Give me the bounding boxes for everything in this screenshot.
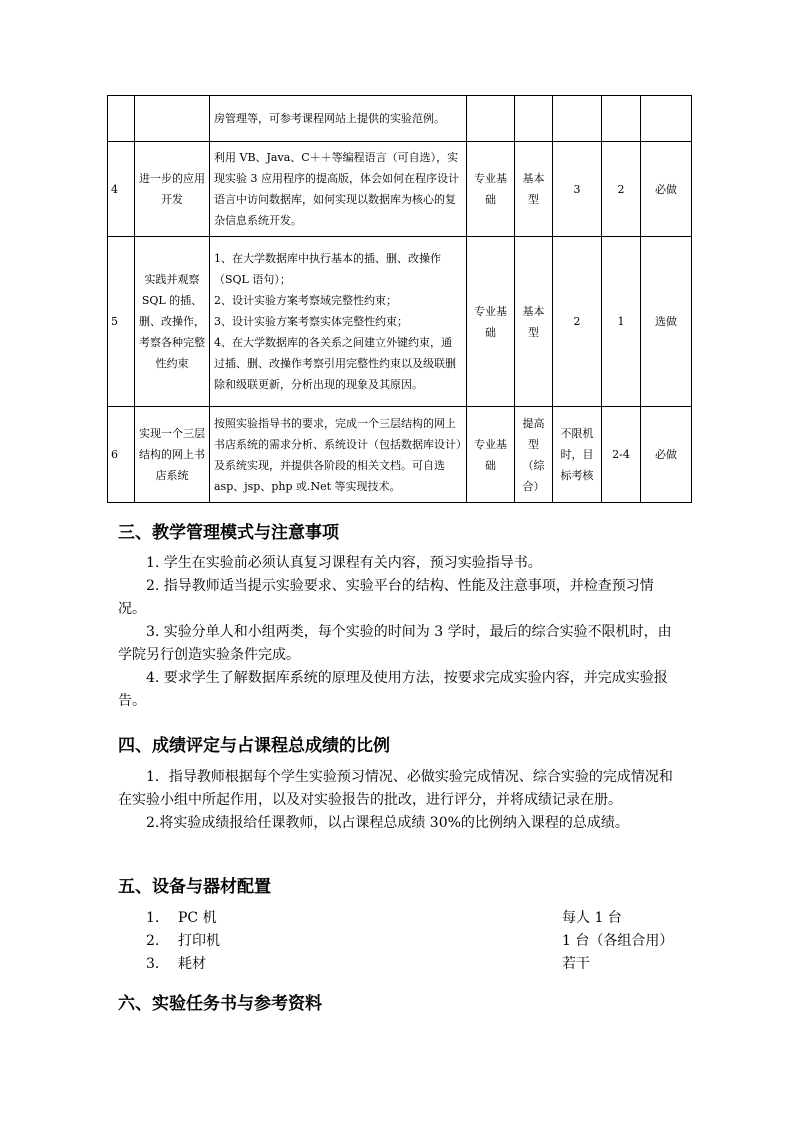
category-cell: 专业基础 bbox=[467, 142, 515, 237]
group-cell: 2 bbox=[602, 142, 641, 237]
list-item: 4. 要求学生了解数据库系统的原理及使用方法，按要求完成实验内容，并完成实验报告。 bbox=[118, 670, 668, 709]
section-heading-5: 五、设备与器材配置 bbox=[118, 877, 271, 897]
hours-cell: 2 bbox=[553, 237, 602, 407]
equipment-list bbox=[118, 907, 678, 976]
experiment-content: 利用 VB、Java、C＋＋等编程语言（可自选），实现实验 3 应用程序的提高版，体会如何在程序设计语言中访问数据库，如何实现以数据库为核心的复杂信息系统开发。 bbox=[210, 142, 467, 237]
content-line: 3、设计实验方案考察实体完整性约束； bbox=[214, 315, 408, 328]
list-item: 1．指导教师根据每个学生实验预习情况、必做实验完成情况、综合实验的完成情况和在实验小组中所起作用，以及对实验报告的批改，进行评分，并将成绩记录在册。 bbox=[118, 769, 673, 808]
category-cell bbox=[467, 96, 515, 142]
requirement-cell: 选做 bbox=[641, 237, 692, 407]
experiment-name: 进一步的应用开发 bbox=[135, 142, 210, 237]
content-line: 2、设计实验方案考察域完整性约束； bbox=[214, 294, 397, 307]
list-item: 2.将实验成绩报给任课教师，以占课程总成绩 30%的比例纳入课程的总成绩。 bbox=[146, 815, 629, 831]
row-number: 5 bbox=[108, 237, 135, 407]
section-4-body bbox=[118, 766, 678, 835]
hours-cell: 3 bbox=[553, 142, 602, 237]
table-row bbox=[108, 237, 692, 407]
requirement-cell: 必做 bbox=[641, 407, 692, 503]
category-cell: 专业基础 bbox=[467, 237, 515, 407]
type-cell bbox=[515, 96, 553, 142]
hours-cell bbox=[553, 96, 602, 142]
experiment-content: 按照实验指导书的要求，完成一个三层结构的网上书店系统的需求分析、系统设计（包括数据库设计）及系统实现，并提供各阶段的相关文档。可自选 asp、jsp、php 或.Net 等实现技术。 bbox=[210, 407, 467, 503]
group-cell: 1 bbox=[602, 237, 641, 407]
item-number: 1. bbox=[146, 910, 160, 926]
list-item bbox=[118, 930, 678, 953]
section-heading-3: 三、教学管理模式与注意事项 bbox=[118, 523, 339, 543]
type-cell: 基本型 bbox=[515, 142, 553, 237]
group-cell bbox=[602, 96, 641, 142]
experiment-content bbox=[210, 237, 467, 407]
item-quantity: 若干 bbox=[562, 956, 590, 972]
list-item: 2. 指导教师适当提示实验要求、实验平台的结构、性能及注意事项，并检查预习情况。 bbox=[118, 578, 654, 617]
section-heading-6: 六、实验任务书与参考资料 bbox=[118, 994, 322, 1014]
list-item: 3. 实验分单人和小组两类，每个实验的时间为 3 学时，最后的综合实验不限机时，由学院另行创造实验条件完成。 bbox=[118, 624, 672, 663]
item-name: 耗材 bbox=[178, 956, 206, 972]
section-3-body bbox=[118, 552, 678, 713]
row-number bbox=[108, 96, 135, 142]
hours-cell: 不限机时，目标考核 bbox=[553, 407, 602, 503]
row-number: 4 bbox=[108, 142, 135, 237]
requirement-cell: 必做 bbox=[641, 142, 692, 237]
item-number: 3. bbox=[146, 956, 160, 972]
list-item bbox=[118, 953, 678, 976]
section-heading-4: 四、成绩评定与占课程总成绩的比例 bbox=[118, 736, 390, 756]
type-cell: 提高型（综合） bbox=[515, 407, 553, 503]
requirement-cell bbox=[641, 96, 692, 142]
experiment-content: 房管理等，可参考课程网站上提供的实验范例。 bbox=[210, 96, 467, 142]
experiment-name: 实现一个三层结构的网上书店系统 bbox=[135, 407, 210, 503]
row-number: 6 bbox=[108, 407, 135, 503]
item-quantity: 1 台（各组合用） bbox=[562, 933, 674, 949]
table-row bbox=[108, 142, 692, 237]
experiment-name: 实践并观察 SQL 的插、删、改操作，考察各种完整性约束 bbox=[135, 237, 210, 407]
experiment-table bbox=[107, 95, 692, 503]
category-cell: 专业基础 bbox=[467, 407, 515, 503]
list-item bbox=[118, 907, 678, 930]
type-cell: 基本型 bbox=[515, 237, 553, 407]
item-name: PC 机 bbox=[178, 910, 217, 926]
list-item: 1. 学生在实验前必须认真复习课程有关内容，预习实验指导书。 bbox=[146, 555, 542, 571]
content-line: 1、在大学数据库中执行基本的插、删、改操作（SQL 语句）； bbox=[214, 252, 441, 286]
group-cell: 2-4 bbox=[602, 407, 641, 503]
item-name: 打印机 bbox=[178, 933, 220, 949]
item-number: 2. bbox=[146, 933, 160, 949]
experiment-name bbox=[135, 96, 210, 142]
table-row bbox=[108, 96, 692, 142]
item-quantity: 每人 1 台 bbox=[562, 910, 622, 926]
table-row bbox=[108, 407, 692, 503]
content-line: 4、在大学数据库的各关系之间建立外键约束，通过插、删、改操作考察引用完整性约束以及级联删除和级联更新，分析出现的现象及其原因。 bbox=[214, 336, 456, 391]
